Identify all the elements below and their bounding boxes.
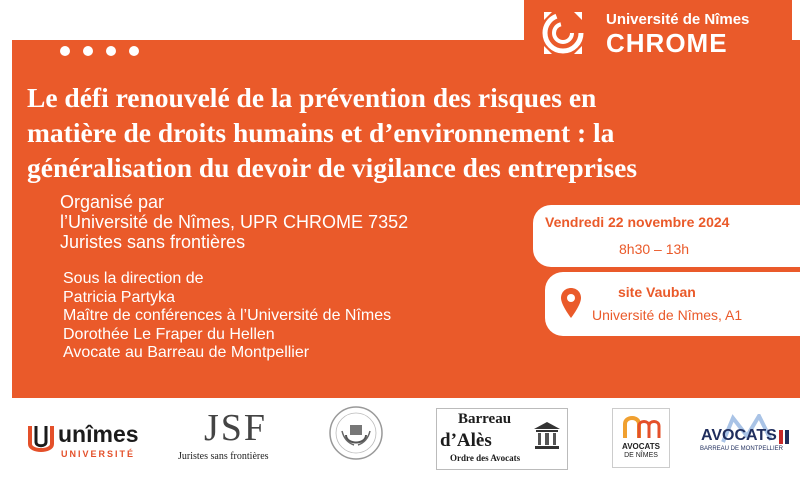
event-site: site Vauban bbox=[618, 284, 696, 300]
event-time: 8h30 – 13h bbox=[619, 241, 690, 257]
dot-icon bbox=[129, 46, 139, 56]
avocats-nimes-logo bbox=[612, 408, 670, 468]
direction-block bbox=[63, 270, 391, 363]
date-card bbox=[533, 205, 800, 267]
brand-university: Université de Nîmes bbox=[606, 11, 750, 28]
barreau-ales-logo bbox=[436, 408, 568, 470]
ales-line2: d’Alès bbox=[440, 430, 492, 451]
event-place: Université de Nîmes, A1 bbox=[592, 307, 743, 323]
title-line: Le défi renouvelé de la prévention des risques en bbox=[27, 82, 597, 113]
title-line: matière de droits humains et d’environnement : la bbox=[27, 117, 615, 148]
title-line: généralisation du devoir de vigilance des entreprises bbox=[27, 152, 638, 183]
seal-logo-icon bbox=[328, 405, 384, 461]
dot-icon bbox=[83, 46, 93, 56]
partner-logos bbox=[0, 400, 800, 500]
dot-icon bbox=[60, 46, 70, 56]
jsf-letters: JSF bbox=[204, 407, 268, 449]
page-title bbox=[27, 80, 787, 185]
direction-line: Patricia Partyka bbox=[63, 288, 176, 306]
dot-icon bbox=[106, 46, 116, 56]
organizer-line: Organisé par bbox=[60, 192, 165, 212]
direction-line: Sous la direction de bbox=[63, 270, 204, 287]
unimes-sub: UNIVERSITÉ bbox=[61, 449, 136, 459]
avm-line1: AVOCATS bbox=[701, 427, 777, 444]
unimes-name: unîmes bbox=[58, 421, 139, 447]
ales-line1: Barreau bbox=[458, 411, 512, 427]
direction-line: Avocate au Barreau de Montpellier bbox=[63, 344, 310, 361]
chrome-logo-icon bbox=[540, 10, 586, 56]
chrome-brand bbox=[524, 0, 792, 66]
avm-line2: BARREAU DE MONTPELLIER bbox=[700, 446, 784, 452]
unimes-emblem-icon bbox=[28, 422, 54, 458]
brand-name: CHROME bbox=[606, 28, 728, 58]
avn-line2: DE NÎMES bbox=[624, 452, 658, 459]
courthouse-icon bbox=[532, 420, 562, 450]
direction-line: Dorothée Le Fraper du Hellen bbox=[63, 325, 275, 343]
avocats-nimes-emblem-icon bbox=[621, 412, 661, 440]
decorative-dots bbox=[60, 46, 139, 56]
flag-icon bbox=[779, 430, 791, 444]
ales-line3: Ordre des Avocats bbox=[450, 453, 521, 463]
avocats-montpellier-logo bbox=[697, 414, 797, 464]
jsf-caption: Juristes sans frontières bbox=[178, 451, 269, 462]
location-pin-icon bbox=[561, 288, 581, 318]
location-card bbox=[545, 272, 800, 336]
unimes-logo bbox=[28, 420, 153, 470]
jsf-logo bbox=[178, 404, 293, 466]
organizer-line: l’Université de Nîmes, UPR CHROME 7352 bbox=[60, 212, 409, 232]
organizer-line: Juristes sans frontières bbox=[60, 232, 246, 252]
direction-line: Maître de conférences à l’Université de Nîmes bbox=[63, 307, 392, 324]
avn-line1: AVOCATS bbox=[622, 442, 660, 451]
event-date: Vendredi 22 novembre 2024 bbox=[545, 214, 730, 230]
organizer-block bbox=[60, 192, 408, 252]
